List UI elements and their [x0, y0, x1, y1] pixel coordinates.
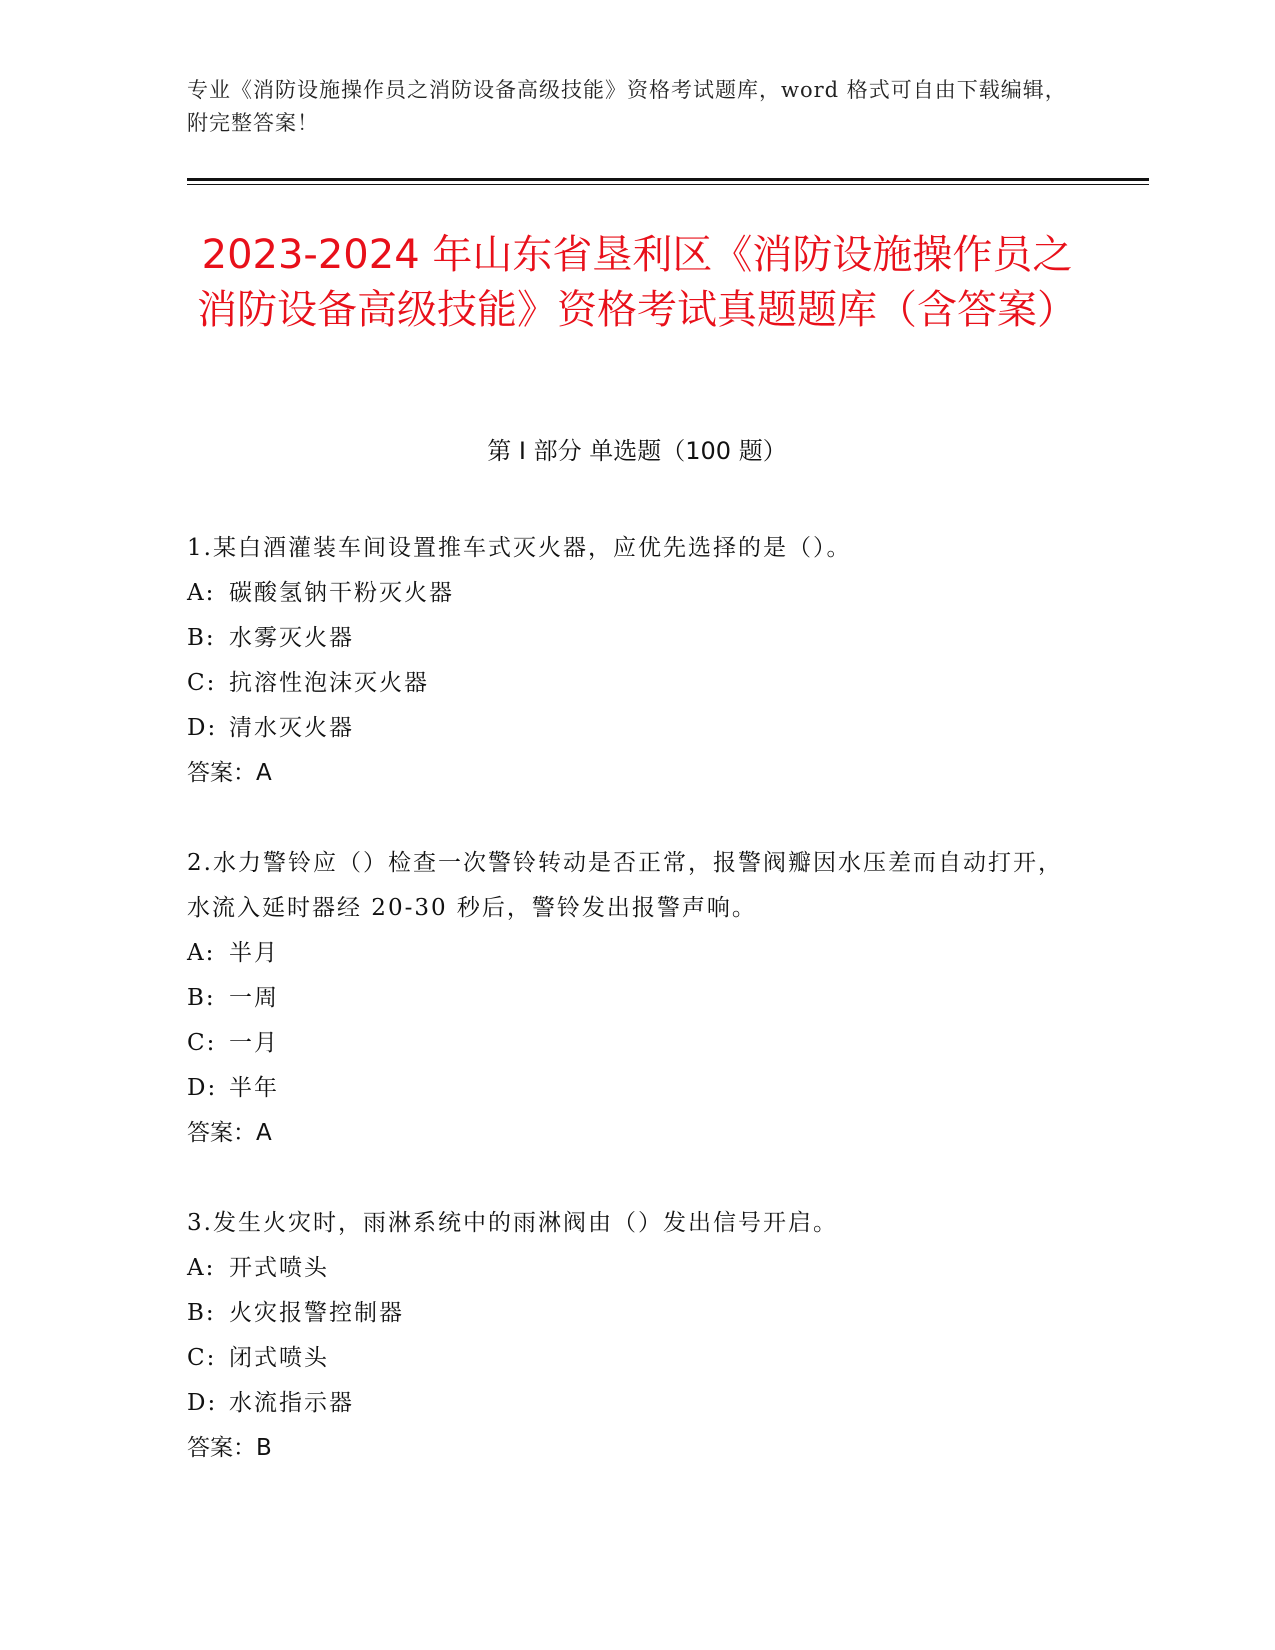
- question-1: [187, 526, 1067, 796]
- option-text: 一周: [229, 985, 279, 1011]
- header-note: 专业《消防设施操作员之消防设备高级技能》资格考试题库，word 格式可自由下载编辑，附完整答案！: [187, 78, 1067, 135]
- option-text: 半月: [229, 940, 279, 966]
- question-2: [187, 841, 1067, 1156]
- option-key: D:: [187, 1390, 218, 1416]
- option-c: [187, 661, 1067, 706]
- question-stem: 3.发生火灾时，雨淋系统中的雨淋阀由（）发出信号开启。: [187, 1210, 838, 1236]
- option-text: 火灾报警控制器: [229, 1300, 404, 1326]
- option-d: [187, 1066, 1067, 1111]
- header-divider-thin: [187, 184, 1149, 185]
- option-text: 一月: [229, 1030, 279, 1056]
- option-text: 水雾灭火器: [229, 625, 354, 651]
- option-key: A:: [187, 1255, 216, 1281]
- option-key: B:: [187, 625, 216, 651]
- option-a: [187, 931, 1067, 976]
- option-c: [187, 1021, 1067, 1066]
- option-key: C:: [187, 1030, 217, 1056]
- option-d: [187, 1381, 1067, 1426]
- option-key: C:: [187, 1345, 217, 1371]
- section-heading: 第 I 部分 单选题（100 题）: [487, 437, 787, 465]
- answer-line: 答案：A: [187, 1120, 272, 1146]
- question-3: [187, 1201, 1067, 1471]
- option-text: 闭式喷头: [229, 1345, 329, 1371]
- option-b: [187, 976, 1067, 1021]
- option-key: B:: [187, 1300, 216, 1326]
- option-a: [187, 571, 1067, 616]
- option-a: [187, 1246, 1067, 1291]
- option-key: D:: [187, 1075, 218, 1101]
- option-text: 开式喷头: [229, 1255, 329, 1281]
- question-stem: 2.水力警铃应（）检查一次警铃转动是否正常，报警阀瓣因水压差而自动打开，水流入延时器经 20-30 秒后，警铃发出报警声响。: [187, 850, 1063, 921]
- option-text: 半年: [229, 1075, 279, 1101]
- header-divider-thick: [187, 178, 1149, 181]
- option-c: [187, 1336, 1067, 1381]
- option-text: 水流指示器: [229, 1390, 354, 1416]
- option-d: [187, 706, 1067, 751]
- document-title: 2023-2024 年山东省垦利区《消防设施操作员之消防设备高级技能》资格考试真题题库（含答案）: [197, 232, 1077, 333]
- option-text: 碳酸氢钠干粉灭火器: [229, 580, 454, 606]
- option-key: A:: [187, 940, 216, 966]
- option-text: 抗溶性泡沫灭火器: [229, 670, 429, 696]
- option-key: A:: [187, 580, 216, 606]
- option-b: [187, 616, 1067, 661]
- question-stem: 1.某白酒灌装车间设置推车式灭火器，应优先选择的是（）。: [187, 535, 852, 561]
- option-b: [187, 1291, 1067, 1336]
- option-key: D:: [187, 715, 218, 741]
- option-key: B:: [187, 985, 216, 1011]
- option-key: C:: [187, 670, 217, 696]
- option-text: 清水灭火器: [229, 715, 354, 741]
- answer-line: 答案：B: [187, 1435, 272, 1461]
- question-list: [187, 526, 1067, 1516]
- answer-line: 答案：A: [187, 760, 272, 786]
